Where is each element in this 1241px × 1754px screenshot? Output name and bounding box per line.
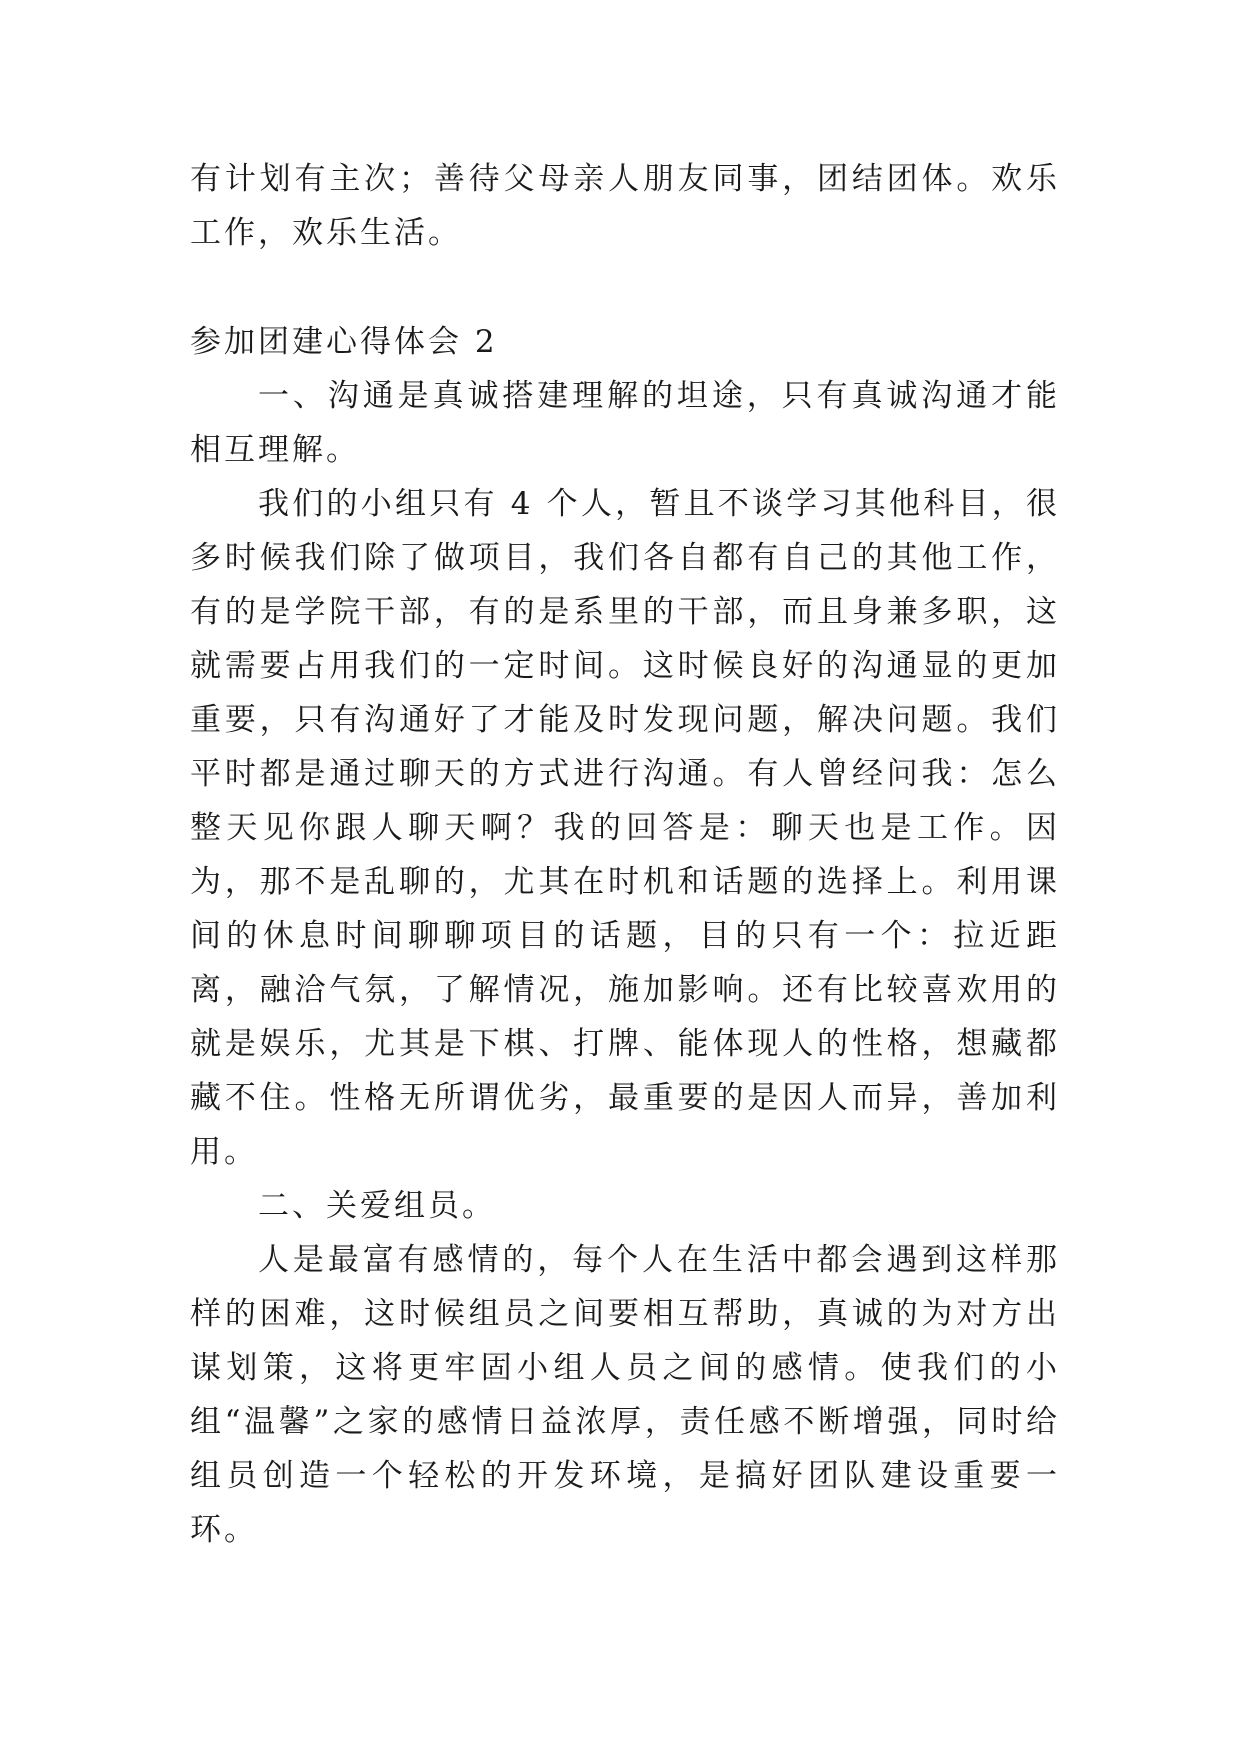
paragraph-point-two: 二、关爱组员。 [258, 1188, 496, 1224]
paragraph-continuation: 有计划有主次；善待父母亲人朋友同事，团结团体。欢乐工作，欢乐生活。 [190, 161, 1060, 251]
paragraph-body: 我们的小组只有 4 个人，暂且不谈学习其他科目，很多时候我们除了做项目，我们各自都有自己的其他工作，有的是学院干部，有的是系里的干部，而且身兼多职，这就需要占用我们的一定时间。这时候良好的沟通显的更加重要，只有沟通好了才能及时发现问题，解决问题。我们平时都是通过聊天的方式进行沟通。有人曾经问我：怎么整天见你跟人聊天啊？我的回答是：聊天也是工作。因为，那不是乱聊的，尤其在时机和话题的选择上。利用课间的休息时间聊聊项目的话题，目的只有一个：拉近距离，融洽气氛，了解情况，施加影响。还有比较喜欢用的就是娱乐，尤其是下棋、打牌、能体现人的性格，想藏都藏不住。性格无所谓优劣，最重要的是因人而异，善加利用。 [190, 486, 1060, 1170]
section-heading: 参加团建心得体会 2 [190, 324, 498, 360]
paragraph-body: 人是最富有感情的，每个人在生活中都会遇到这样那样的困难，这时候组员之间要相互帮助，真诚的为对方出谋划策，这将更牢固小组人员之间的感情。使我们的小组“温馨”之家的感情日益浓厚，责任感不断增强，同时给组员创造一个轻松的开发环境，是搞好团队建设重要一环。 [190, 1242, 1060, 1548]
paragraph-point-one: 一、沟通是真诚搭建理解的坦途，只有真诚沟通才能相互理解。 [190, 378, 1060, 468]
document-body [190, 152, 1060, 1557]
